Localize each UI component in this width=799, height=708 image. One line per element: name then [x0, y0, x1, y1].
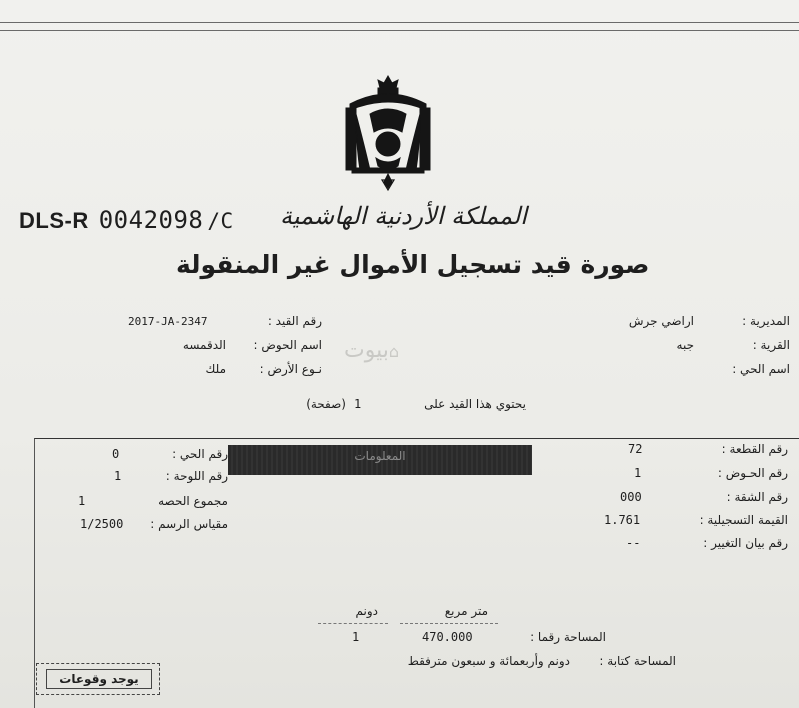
registered-value: 1.761	[604, 513, 641, 527]
shares-total-value: 1	[78, 494, 86, 508]
pages-unit: (صفحة)	[306, 397, 346, 411]
village-label: القرية :	[752, 338, 790, 352]
area-numeric-label: المساحة رقما :	[530, 630, 606, 644]
district-number-value: 0	[112, 447, 120, 461]
pages-count: 1	[354, 397, 362, 411]
serial-number: 0042098	[98, 206, 204, 234]
parcel-number-value: 72	[628, 442, 643, 456]
apartment-number-label: رقم الشقة :	[726, 490, 788, 504]
redacted-label: المعلومات	[354, 449, 406, 463]
watermark-logo	[344, 338, 399, 363]
redacted-field	[228, 445, 532, 475]
document-serial	[19, 206, 234, 234]
basin-number-label: رقم الحـوض :	[717, 466, 788, 480]
directorate-label: المديرية :	[742, 314, 790, 328]
parcel-number-label: رقم القطعة :	[721, 442, 788, 456]
plate-number-value: 1	[114, 469, 122, 483]
serial-suffix: /C	[207, 209, 234, 233]
coat-of-arms-icon	[340, 74, 436, 192]
pages-text: يحتوي هذا القيد على	[424, 397, 526, 411]
directorate-value: اراضي جرش	[628, 314, 694, 328]
top-border-line-2	[0, 30, 799, 31]
sqm-column-rule	[400, 623, 498, 624]
encumbrance-stamp-label: يوجد وقوعات	[46, 669, 152, 689]
basin-name-value: الدقمسه	[182, 338, 226, 352]
scale-value: 1/2500	[80, 517, 124, 531]
house-icon: ⌂	[388, 342, 399, 361]
scale-label: مقياس الرسم :	[150, 517, 228, 531]
area-column-dunum: دونم	[355, 604, 378, 618]
area-column-sqm: متر مربع	[444, 604, 488, 618]
apartment-number-value: 000	[620, 490, 642, 504]
land-type-label: نـوع الأرض :	[259, 362, 322, 376]
basin-name-label: اسم الحوض :	[253, 338, 322, 352]
area-text-label: المساحة كتابة :	[599, 654, 676, 668]
area-dunum-value: 1	[352, 630, 360, 644]
document-title: صورة قيد تسجيل الأموال غير المنقولة	[176, 250, 650, 279]
plate-number-label: رقم اللوحة :	[165, 469, 228, 483]
change-statement-label: رقم بيان التغيير :	[703, 536, 788, 550]
district-number-label: رقم الحي :	[172, 447, 228, 461]
district-name-label: اسم الحي :	[732, 362, 790, 376]
watermark-text: بيوت	[344, 338, 389, 363]
registered-value-label: القيمة التسجيلية :	[699, 513, 788, 527]
encumbrance-stamp	[36, 663, 160, 695]
land-type-value: ملك	[205, 362, 226, 376]
top-border-line	[0, 22, 799, 23]
shares-total-label: مجموع الحصه	[158, 494, 228, 508]
kingdom-heading: المملكة الأردنية الهاشمية	[280, 202, 527, 230]
area-text-value: دونم وأربعمائة و سبعون مترفقط	[407, 654, 570, 668]
basin-number-value: 1	[634, 466, 642, 480]
dunum-column-rule	[318, 623, 388, 624]
change-statement-value: --	[626, 536, 641, 550]
village-value: جبه	[676, 338, 694, 352]
record-number-value: 2017-JA-2347	[128, 315, 208, 328]
record-number-label: رقم القيد :	[267, 314, 322, 328]
serial-prefix: DLS-R	[19, 208, 89, 233]
area-sqm-value: 470.000	[422, 630, 473, 644]
